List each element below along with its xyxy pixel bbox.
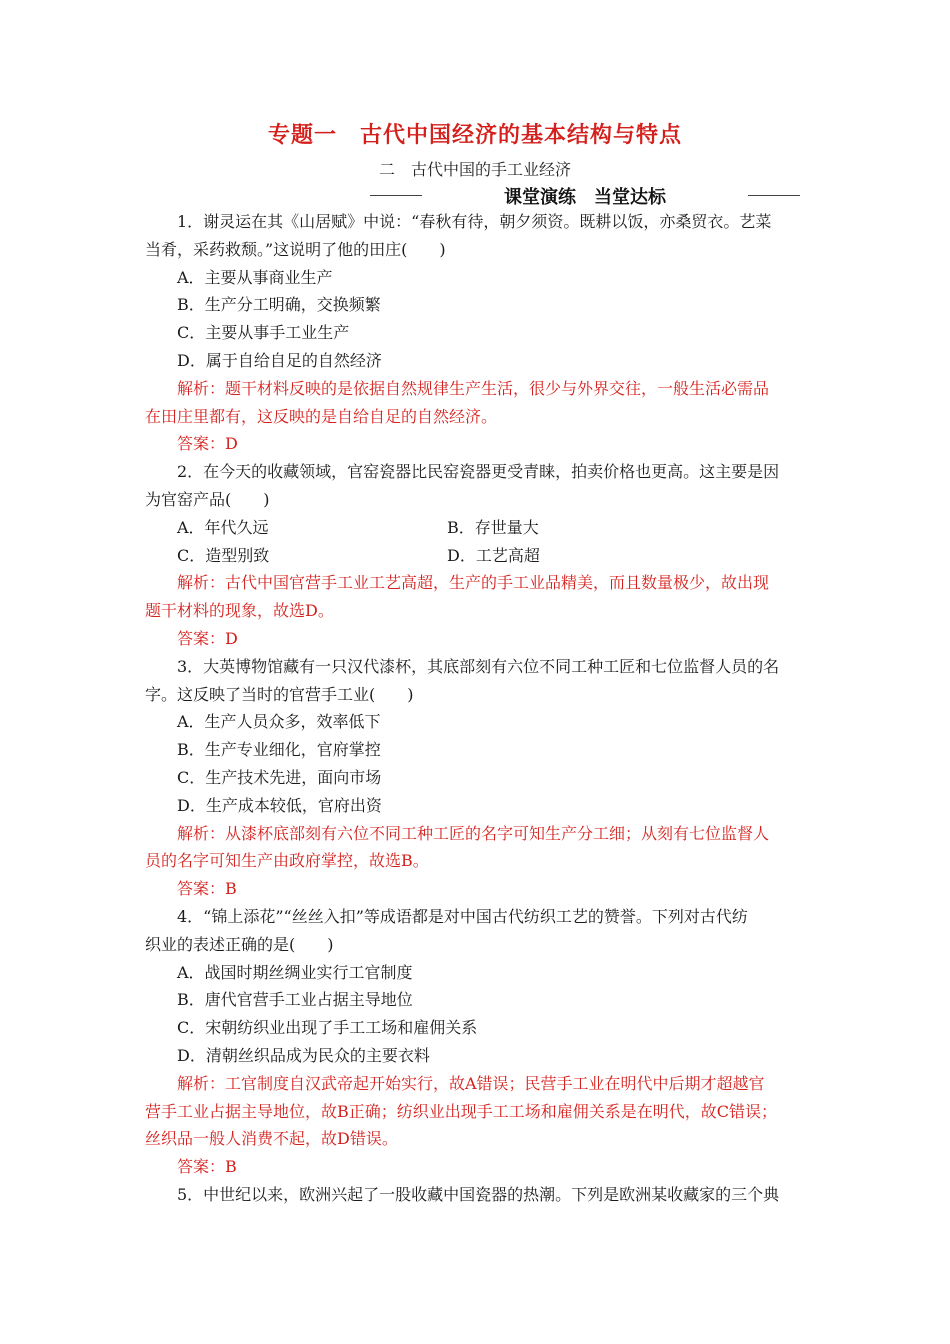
question-3 xyxy=(145,653,809,903)
question-1 xyxy=(145,208,809,458)
answer: 答案：D xyxy=(177,628,238,648)
option-c: C．生产技术先进，面向市场 xyxy=(177,767,382,787)
question-stem-line: 3．大英博物馆藏有一只汉代漆杯，其底部刻有六位不同工种工匠和七位监督人员的名 xyxy=(177,656,780,676)
section-subtitle: 二 古代中国的手工业经济 xyxy=(378,160,571,179)
question-list xyxy=(145,208,809,1209)
option-d: D．生产成本较低，官府出资 xyxy=(177,795,382,815)
question-stem-line: 5．中世纪以来，欧洲兴起了一股收藏中国瓷器的热潮。下列是欧洲某收藏家的三个典 xyxy=(177,1184,780,1204)
banner-text: 课堂演练 当堂达标 xyxy=(504,187,666,208)
analysis-line: 解析：工官制度自汉武帝起开始实行，故A错误；民营手工业在明代中后期才超越官 xyxy=(177,1073,765,1093)
option-c: C．主要从事手工业生产 xyxy=(177,323,350,343)
option-a: A．主要从事商业生产 xyxy=(177,267,333,287)
option-b: B．存世量大 xyxy=(447,517,539,537)
option-row xyxy=(145,514,809,542)
question-4 xyxy=(145,903,809,1181)
answer: 答案：B xyxy=(177,1157,237,1177)
question-2 xyxy=(145,458,809,653)
option-row xyxy=(145,542,809,570)
answer: 答案：B xyxy=(177,879,237,899)
option-a: A．战国时期丝绸业实行工官制度 xyxy=(177,962,413,982)
question-5 xyxy=(145,1181,809,1209)
analysis-line: 解析：题干材料反映的是依据自然规律生产生活，很少与外界交往，一般生活必需品 xyxy=(177,378,770,398)
question-stem-line: 织业的表述正确的是( ) xyxy=(145,934,334,954)
option-b: B．生产分工明确，交换频繁 xyxy=(177,295,381,315)
answer: 答案：D xyxy=(177,434,238,454)
analysis-line: 题干材料的现象，故选D。 xyxy=(145,601,334,621)
analysis-line: 解析：古代中国官营手工业工艺高超，生产的手工业品精美，而且数量极少，故出现 xyxy=(177,573,770,593)
section-banner xyxy=(370,183,800,209)
question-stem-line: 1．谢灵运在其《山居赋》中说：“春秋有待，朝夕须资。既耕以饭，亦桑贸衣。艺菜 xyxy=(177,212,772,231)
banner-rule-right xyxy=(748,195,800,196)
analysis-line: 员的名字可知生产由政府掌控，故选B。 xyxy=(145,851,429,871)
option-b: B．生产专业细化，官府掌控 xyxy=(177,740,381,760)
question-stem-line: 为官窑产品( ) xyxy=(145,489,270,509)
question-stem-line: 4．“锦上添花”“丝丝入扣”等成语都是对中国古代纺织工艺的赞誉。下列对古代纺 xyxy=(177,906,748,926)
option-d: D．属于自给自足的自然经济 xyxy=(177,350,382,370)
analysis-line: 解析：从漆杯底部刻有六位不同工种工匠的名字可知生产分工细；从刻有七位监督人 xyxy=(177,823,770,843)
question-stem-line: 2．在今天的收藏领域，官窑瓷器比民窑瓷器更受青睐，拍卖价格也更高。这主要是因 xyxy=(177,462,780,482)
option-a: A．年代久远 xyxy=(177,517,269,537)
option-b: B．唐代官营手工业占据主导地位 xyxy=(177,990,413,1010)
question-stem-line: 字。这反映了当时的官营手工业( ) xyxy=(145,684,414,704)
option-c: C．造型别致 xyxy=(177,545,270,565)
option-a: A．生产人员众多，效率低下 xyxy=(177,712,381,732)
analysis-line: 营手工业占据主导地位，故B正确；纺织业出现手工工场和雇佣关系是在明代，故C错误； xyxy=(145,1101,778,1121)
banner-rule-left xyxy=(370,195,422,196)
analysis-line: 丝织品一般人消费不起，故D错误。 xyxy=(145,1129,398,1149)
analysis-line: 在田庄里都有，这反映的是自给自足的自然经济。 xyxy=(145,406,498,426)
page-title: 专题一 古代中国经济的基本结构与特点 xyxy=(267,122,682,148)
option-d: D．工艺高超 xyxy=(447,545,540,565)
question-stem-line: 当肴，采药救颓。”这说明了他的田庄( ) xyxy=(145,239,446,259)
option-d: D．清朝丝织品成为民众的主要衣料 xyxy=(177,1045,430,1065)
option-c: C．宋朝纺织业出现了手工工场和雇佣关系 xyxy=(177,1018,478,1038)
